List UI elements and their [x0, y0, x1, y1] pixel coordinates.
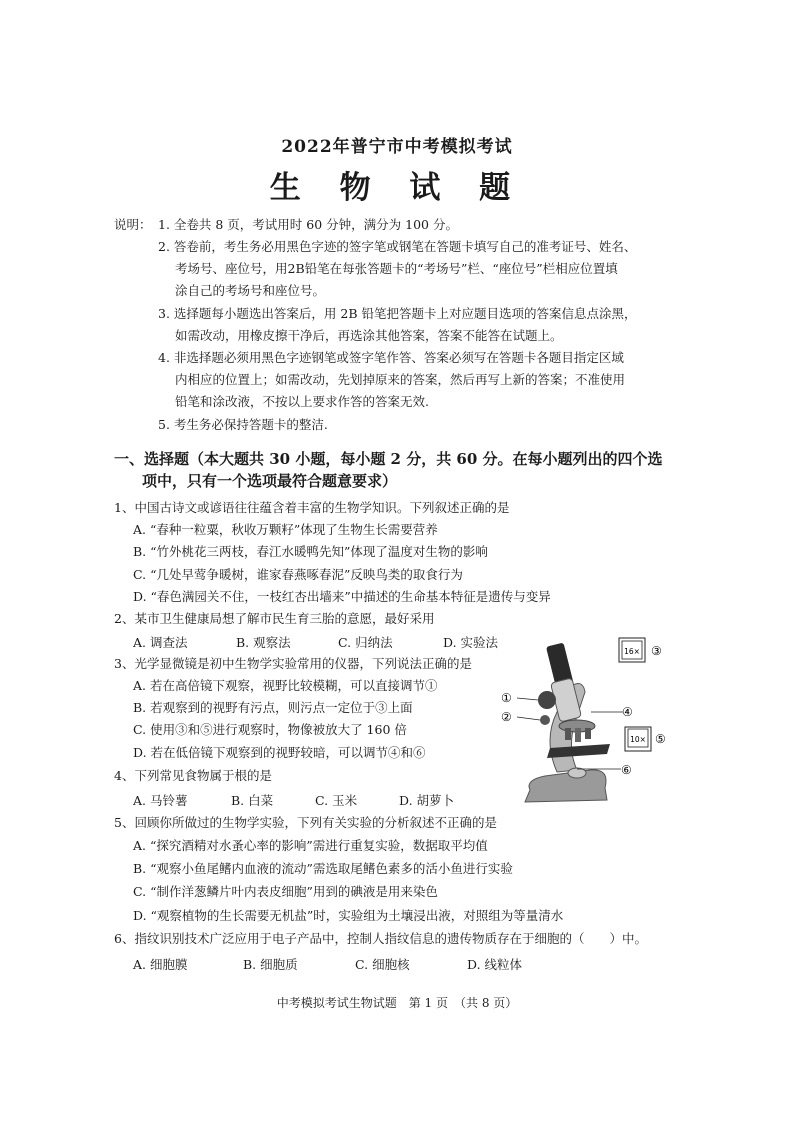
exam-title: 2022年普宁市中考模拟考试	[281, 137, 513, 157]
fine-adjustment-knob	[540, 715, 550, 725]
question-option: A. 若在高倍镜下观察，视野比较模糊，可以直接调节①	[133, 678, 438, 693]
leader-line	[517, 717, 540, 720]
page-footer: 中考模拟考试生物试题 第 1 页 （共 8 页）	[276, 996, 518, 1010]
question-option: C. 玉米	[315, 793, 358, 808]
question-option: D. 实验法	[443, 635, 499, 650]
marker-2: ②	[501, 710, 512, 724]
instruction-line: 考场号、座位号，用2B铅笔在每张答题卡的“考场号”栏、“座位号”栏相应位置填	[175, 261, 618, 276]
question-option: D. “春色满园关不住，一枝红杏出墙来”中描述的生命基本特征是遗传与变异	[133, 589, 551, 604]
instruction-line: 1. 全卷共 8 页，考试用时 60 分钟，满分为 100 分。	[158, 217, 458, 232]
marker-3: ③	[651, 644, 662, 658]
question-option: C. “几处早莺争暖树，谁家春燕啄春泥”反映鸟类的取食行为	[133, 567, 463, 582]
objective-magnification: 10×	[630, 735, 646, 744]
marker-4: ④	[622, 705, 633, 719]
instruction-line: 2. 答卷前，考生务必用黑色字迹的签字笔或钢笔在答题卡填写自己的准考证号、姓名、	[158, 239, 637, 254]
section-heading-cont: 项中，只有一个选项最符合题意要求）	[142, 472, 398, 490]
section-heading: 一、选择题（本大题共 30 小题，每小题 2 分，共 60 分。在每小题列出的四个选	[114, 450, 663, 468]
instruction-line: 涂自己的考场号和座位号。	[175, 283, 326, 298]
option-row	[133, 633, 498, 651]
instructions-label: 说明：	[114, 217, 152, 232]
eyepiece-magnification: 16×	[624, 647, 640, 656]
instruction-line: 如需改动，用橡皮擦干净后，再选涂其他答案，答案不能答在试题上。	[175, 328, 563, 343]
option-row	[133, 955, 522, 973]
coarse-adjustment-knob	[538, 691, 556, 709]
marker-6: ⑥	[621, 763, 632, 777]
question-option: D. “观察植物的生长需要无机盐”时，实验组为土壤浸出液，对照组为等量清水	[133, 908, 564, 923]
question-stem: 3、光学显微镜是初中生物学实验常用的仪器，下列说法正确的是	[114, 656, 472, 671]
marker-1: ①	[501, 691, 512, 705]
question-option: B. “竹外桃花三两枝，春江水暖鸭先知”体现了温度对生物的影响	[133, 544, 488, 559]
marker-5: ⑤	[655, 732, 666, 746]
microscope-objective	[585, 728, 591, 739]
question-option: C. 使用③和⑤进行观察时，物像被放大了 160 倍	[133, 722, 407, 737]
instruction-line: 4. 非选择题必须用黑色字迹钢笔或签字笔作答、答案必须写在答题卡各题目指定区域	[158, 350, 624, 365]
question-stem: 4、下列常见食物属于根的是	[114, 768, 272, 783]
microscope-objective	[565, 728, 571, 740]
question-option: A. 马铃薯	[133, 793, 188, 808]
microscope-base	[525, 770, 607, 802]
subject-title: 生 物 试 题	[269, 170, 525, 206]
question-option: B. “观察小鱼尾鳍内血液的流动”需选取尾鳍色素多的活小鱼进行实验	[133, 861, 513, 876]
microscope-objective	[575, 728, 581, 742]
question-option: B. 白菜	[231, 793, 274, 808]
question-option: D. 胡萝卜	[399, 793, 455, 808]
question-option: D. 线粒体	[467, 957, 523, 972]
question-stem: 5、回顾你所做过的生物学实验，下列有关实验的分析叙述不正确的是	[114, 815, 497, 830]
question-option: B. 细胞质	[243, 957, 298, 972]
question-option: C. “制作洋葱鳞片叶内表皮细胞”用到的碘液是用来染色	[133, 884, 438, 899]
question-stem: 6、指纹识别技术广泛应用于电子产品中，控制人指纹信息的遗传物质存在于细胞的（ ）中。	[114, 931, 647, 946]
instruction-line: 3. 选择题每小题选出答案后，用 2B 铅笔把答题卡上对应题目选项的答案信息点涂黑，	[158, 306, 637, 321]
microscope-mirror	[568, 768, 586, 778]
instruction-line: 铅笔和涂改液，不按以上要求作答的答案无效.	[175, 394, 429, 409]
question-option: A. “春种一粒粟，秋收万颗籽”体现了生物生长需要营养	[133, 522, 438, 537]
question-option: A. 细胞膜	[133, 957, 188, 972]
microscope-figure	[495, 630, 695, 810]
question-option: C. 归纳法	[338, 635, 393, 650]
instruction-line: 内相应的位置上；如需改动，先划掉原来的答案，然后再写上新的答案；不准使用	[175, 372, 626, 387]
option-row	[133, 791, 454, 809]
question-stem: 2、某市卫生健康局想了解市民生育三胎的意愿，最好采用	[114, 611, 435, 626]
question-option: C. 细胞核	[355, 957, 410, 972]
question-option: D. 若在低倍镜下观察到的视野较暗，可以调节④和⑥	[133, 745, 426, 760]
question-option: B. 观察法	[236, 635, 291, 650]
question-option: A. 调查法	[133, 635, 188, 650]
question-option: B. 若观察到的视野有污点，则污点一定位于③上面	[133, 700, 413, 715]
instruction-line: 5. 考生务必保持答题卡的整洁.	[158, 417, 328, 432]
question-option: A. “探究酒精对水蚤心率的影响”需进行重复实验，数据取平均值	[133, 838, 488, 853]
question-stem: 1、中国古诗文或谚语往往蕴含着丰富的生物学知识。下列叙述正确的是	[114, 500, 510, 515]
leader-line	[517, 698, 538, 700]
